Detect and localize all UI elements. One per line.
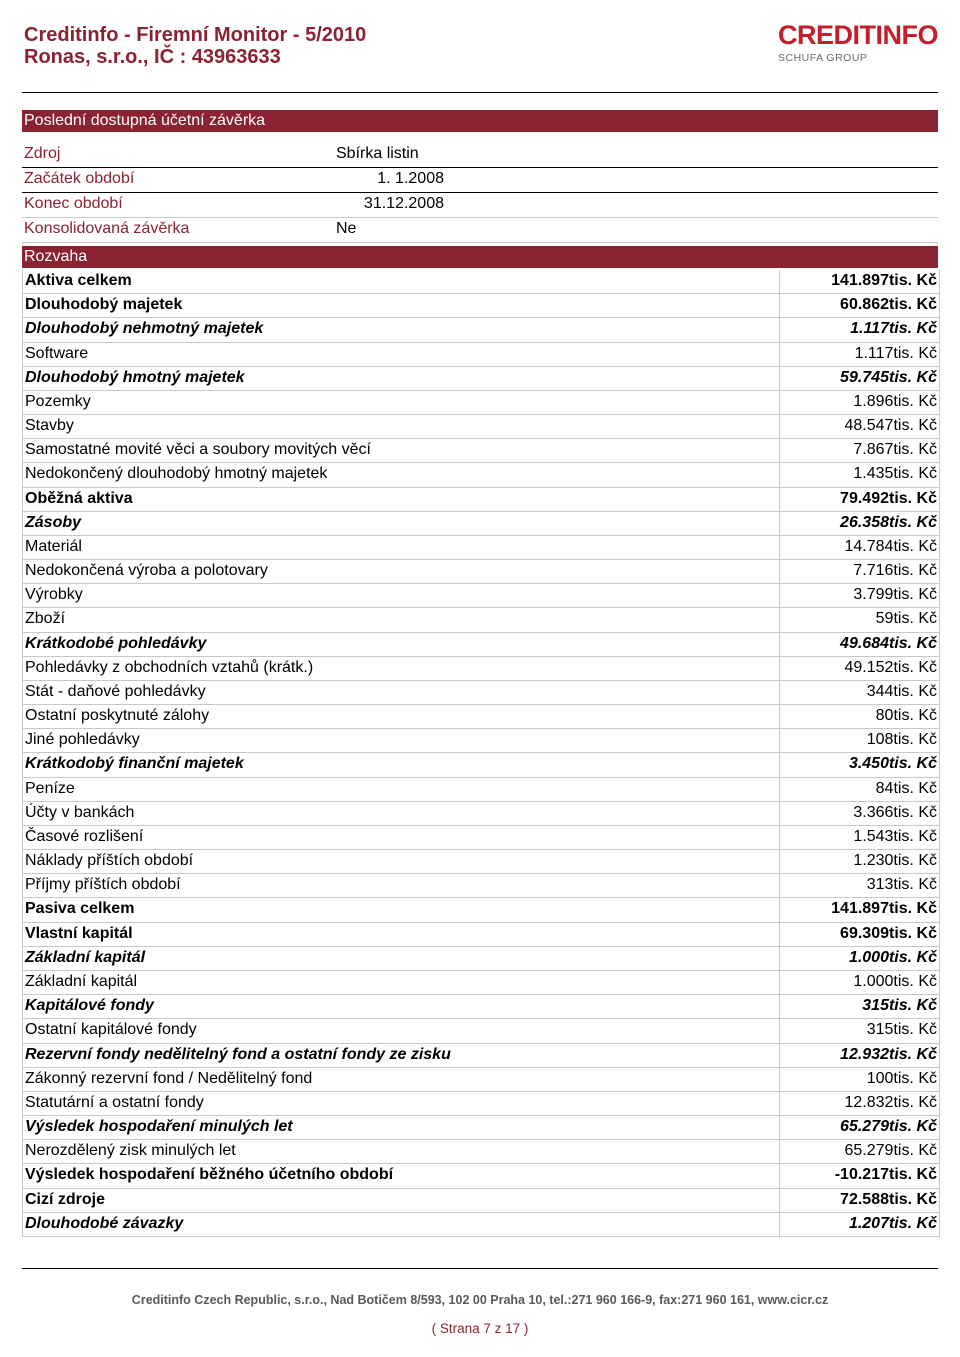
- info-row-end: [22, 193, 938, 218]
- row-label: Nerozdělený zisk minulých let: [25, 1142, 236, 1160]
- value-cell: [779, 270, 940, 293]
- row-label: Oběžná aktiva: [25, 489, 133, 507]
- table-row: [23, 1068, 939, 1092]
- row-label: Stavby: [25, 417, 74, 435]
- info-label: Konsolidovaná závěrka: [24, 220, 190, 237]
- table-row: [23, 729, 939, 753]
- info-row-start: [22, 168, 938, 193]
- value-cell: [779, 802, 940, 825]
- info-label: Zdroj: [24, 145, 61, 162]
- table-row: [23, 874, 939, 898]
- row-value: 48.547tis. Kč: [844, 417, 937, 435]
- row-value: 59.745tis. Kč: [840, 368, 937, 386]
- info-value: 31.12.2008: [363, 195, 444, 212]
- row-label: Kapitálové fondy: [25, 997, 154, 1015]
- table-row: [23, 995, 939, 1019]
- value-cell: [779, 463, 940, 486]
- row-value: 7.716tis. Kč: [853, 562, 937, 580]
- value-cell: [779, 560, 940, 583]
- row-value: 3.799tis. Kč: [853, 586, 937, 604]
- row-label: Cizí zdroje: [25, 1190, 106, 1208]
- value-cell: [779, 1140, 940, 1163]
- logo-subtitle: SCHUFA GROUP: [778, 52, 868, 64]
- table-row: [23, 898, 939, 922]
- row-value: 12.932tis. Kč: [840, 1045, 937, 1063]
- row-label: Dlouhodobý majetek: [25, 296, 183, 314]
- value-cell: [779, 318, 940, 341]
- table-row: [23, 536, 939, 560]
- row-value: 65.279tis. Kč: [840, 1118, 937, 1136]
- row-label: Příjmy příštích období: [25, 876, 181, 894]
- table-row: [23, 584, 939, 608]
- row-value: 65.279tis. Kč: [844, 1142, 937, 1160]
- value-cell: [779, 874, 940, 897]
- value-cell: [779, 778, 940, 801]
- row-label: Samostatné movité věci a soubory movitých věcí: [25, 441, 371, 459]
- value-cell: [779, 681, 940, 704]
- row-value: 60.862tis. Kč: [840, 296, 937, 314]
- row-label: Účty v bankách: [25, 803, 135, 821]
- row-label: Výsledek hospodaření minulých let: [25, 1118, 293, 1136]
- statement-info-table: [22, 143, 938, 243]
- balance-sheet-table: [22, 270, 940, 1237]
- value-cell: [779, 633, 940, 656]
- info-value: 1. 1.2008: [377, 170, 444, 187]
- value-cell: [779, 391, 940, 414]
- value-cell: [779, 1068, 940, 1091]
- row-label: Rezervní fondy nedělitelný fond a ostatní fondy ze zisku: [25, 1045, 451, 1063]
- table-row: [23, 367, 939, 391]
- row-value: 12.832tis. Kč: [844, 1093, 937, 1111]
- table-row: [23, 633, 939, 657]
- row-value: 141.897tis. Kč: [831, 900, 937, 918]
- table-row: [23, 705, 939, 729]
- table-row: [23, 560, 939, 584]
- row-label: Ostatní poskytnuté zálohy: [25, 707, 210, 725]
- row-value: 14.784tis. Kč: [844, 537, 937, 555]
- row-label: Jiné pohledávky: [25, 731, 140, 749]
- value-cell: [779, 1213, 940, 1236]
- section-header-balance: Rozvaha: [22, 246, 938, 268]
- row-value: 1.117tis. Kč: [850, 320, 937, 338]
- info-label: Konec období: [24, 195, 123, 212]
- row-value: 1.000tis. Kč: [853, 972, 937, 990]
- table-row: [23, 343, 939, 367]
- table-row: [23, 415, 939, 439]
- table-row: [23, 681, 939, 705]
- table-row: [23, 923, 939, 947]
- row-value: -10.217tis. Kč: [834, 1166, 937, 1184]
- logo-wordmark: CREDITINFO: [778, 20, 938, 50]
- row-label: Dlouhodobý nehmotný majetek: [25, 320, 264, 338]
- row-label: Výrobky: [25, 586, 83, 604]
- row-label: Software: [25, 344, 89, 362]
- table-row: [23, 802, 939, 826]
- value-cell: [779, 439, 940, 462]
- table-row: [23, 947, 939, 971]
- row-value: 69.309tis. Kč: [840, 924, 937, 942]
- value-cell: [779, 850, 940, 873]
- table-row: [23, 391, 939, 415]
- info-row-source: [22, 143, 938, 168]
- table-row: [23, 657, 939, 681]
- table-row: [23, 270, 939, 294]
- row-value: 100tis. Kč: [866, 1069, 937, 1087]
- table-row: [23, 1044, 939, 1068]
- row-value: 3.366tis. Kč: [853, 803, 937, 821]
- table-row: [23, 1189, 939, 1213]
- row-label: Peníze: [25, 779, 75, 797]
- value-cell: [779, 415, 940, 438]
- table-row: [23, 318, 939, 342]
- value-cell: [779, 898, 940, 921]
- table-row: [23, 608, 939, 632]
- info-value: Sbírka listin: [336, 145, 419, 162]
- info-row-consolidated: [22, 218, 938, 243]
- footer-contact: Creditinfo Czech Republic, s.r.o., Nad Botičem 8/593, 102 00 Praha 10, tel.:271 960 166-9, fax:271 960 161, www.cicr.cz: [131, 1293, 829, 1307]
- value-cell: [779, 536, 940, 559]
- row-label: Pasiva celkem: [25, 900, 135, 918]
- value-cell: [779, 826, 940, 849]
- row-value: 49.684tis. Kč: [840, 634, 937, 652]
- document-title: Creditinfo - Firemní Monitor - 5/2010: [24, 24, 367, 46]
- row-value: 1.207tis. Kč: [848, 1214, 937, 1232]
- value-cell: [779, 729, 940, 752]
- value-cell: [779, 343, 940, 366]
- row-value: 3.450tis. Kč: [848, 755, 937, 773]
- row-label: Aktiva celkem: [25, 272, 132, 289]
- table-row: [23, 1116, 939, 1140]
- value-cell: [779, 1092, 940, 1115]
- row-label: Nedokončený dlouhodobý hmotný majetek: [25, 465, 328, 483]
- row-label: Nedokončená výroba a polotovary: [25, 562, 268, 580]
- row-value: 315tis. Kč: [866, 1021, 937, 1039]
- value-cell: [779, 488, 940, 511]
- value-cell: [779, 512, 940, 535]
- value-cell: [779, 1164, 940, 1187]
- row-label: Časové rozlišení: [25, 827, 144, 845]
- section-header-last-statement: Poslední dostupná účetní závěrka: [22, 110, 938, 132]
- table-row: [23, 1140, 939, 1164]
- company-name: Ronas, s.r.o., IČ : 43963633: [24, 46, 281, 68]
- row-label: Základní kapitál: [25, 948, 146, 966]
- creditinfo-logo: [778, 20, 940, 65]
- table-row: [23, 488, 939, 512]
- row-label: Zboží: [25, 610, 66, 628]
- header-divider: [22, 92, 938, 93]
- row-value: 1.230tis. Kč: [853, 852, 937, 870]
- row-value: 7.867tis. Kč: [853, 441, 937, 459]
- value-cell: [779, 1189, 940, 1212]
- table-row: [23, 294, 939, 318]
- row-value: 79.492tis. Kč: [840, 489, 937, 507]
- row-label: Pohledávky z obchodních vztahů (krátk.): [25, 658, 314, 676]
- row-label: Vlastní kapitál: [25, 924, 133, 942]
- row-value: 1.117tis. Kč: [854, 344, 937, 362]
- row-value: 26.358tis. Kč: [840, 513, 937, 531]
- page-number: ( Strana 7 z 17 ): [431, 1321, 529, 1336]
- table-row: [23, 753, 939, 777]
- value-cell: [779, 947, 940, 970]
- row-label: Krátkodobý finanční majetek: [25, 755, 244, 773]
- table-row: [23, 971, 939, 995]
- row-value: 1.435tis. Kč: [853, 465, 937, 483]
- row-label: Krátkodobé pohledávky: [25, 634, 207, 652]
- value-cell: [779, 657, 940, 680]
- value-cell: [779, 367, 940, 390]
- row-label: Pozemky: [25, 392, 91, 410]
- row-label: Dlouhodobý hmotný majetek: [25, 368, 245, 386]
- row-value: 84tis. Kč: [875, 779, 937, 797]
- row-value: 313tis. Kč: [866, 876, 937, 894]
- row-label: Stát - daňové pohledávky: [25, 682, 206, 700]
- row-value: 49.152tis. Kč: [844, 658, 937, 676]
- row-value: 1.543tis. Kč: [853, 827, 937, 845]
- info-value: Ne: [336, 220, 357, 237]
- row-value: 315tis. Kč: [862, 997, 937, 1015]
- table-row: [23, 1164, 939, 1188]
- table-row: [23, 1019, 939, 1043]
- value-cell: [779, 1116, 940, 1139]
- row-label: Ostatní kapitálové fondy: [25, 1021, 197, 1039]
- value-cell: [779, 584, 940, 607]
- footer-divider: [22, 1268, 938, 1269]
- row-label: Materiál: [25, 537, 82, 555]
- row-label: Zásoby: [25, 513, 82, 531]
- row-label: Zákonný rezervní fond / Nedělitelný fond: [25, 1069, 313, 1087]
- row-label: Základní kapitál: [25, 972, 138, 990]
- value-cell: [779, 995, 940, 1018]
- row-value: 1.000tis. Kč: [848, 948, 937, 966]
- value-cell: [779, 923, 940, 946]
- table-row: [23, 463, 939, 487]
- row-value: 141.897tis. Kč: [831, 272, 937, 289]
- row-value: 1.896tis. Kč: [853, 392, 937, 410]
- row-label: Výsledek hospodaření běžného účetního období: [25, 1166, 394, 1184]
- value-cell: [779, 705, 940, 728]
- row-label: Náklady příštích období: [25, 852, 194, 870]
- value-cell: [779, 608, 940, 631]
- value-cell: [779, 971, 940, 994]
- row-value: 344tis. Kč: [866, 682, 937, 700]
- table-row: [23, 1213, 939, 1237]
- table-row: [23, 439, 939, 463]
- value-cell: [779, 1044, 940, 1067]
- row-value: 72.588tis. Kč: [840, 1190, 937, 1208]
- table-row: [23, 850, 939, 874]
- table-row: [23, 1092, 939, 1116]
- table-row: [23, 826, 939, 850]
- value-cell: [779, 294, 940, 317]
- table-row: [23, 512, 939, 536]
- info-label: Začátek období: [24, 170, 135, 187]
- row-value: 80tis. Kč: [875, 707, 937, 725]
- value-cell: [779, 1019, 940, 1042]
- value-cell: [779, 753, 940, 776]
- table-row: [23, 778, 939, 802]
- row-value: 108tis. Kč: [866, 731, 937, 749]
- row-label: Statutární a ostatní fondy: [25, 1093, 204, 1111]
- row-value: 59tis. Kč: [875, 610, 937, 628]
- row-label: Dlouhodobé závazky: [25, 1214, 184, 1232]
